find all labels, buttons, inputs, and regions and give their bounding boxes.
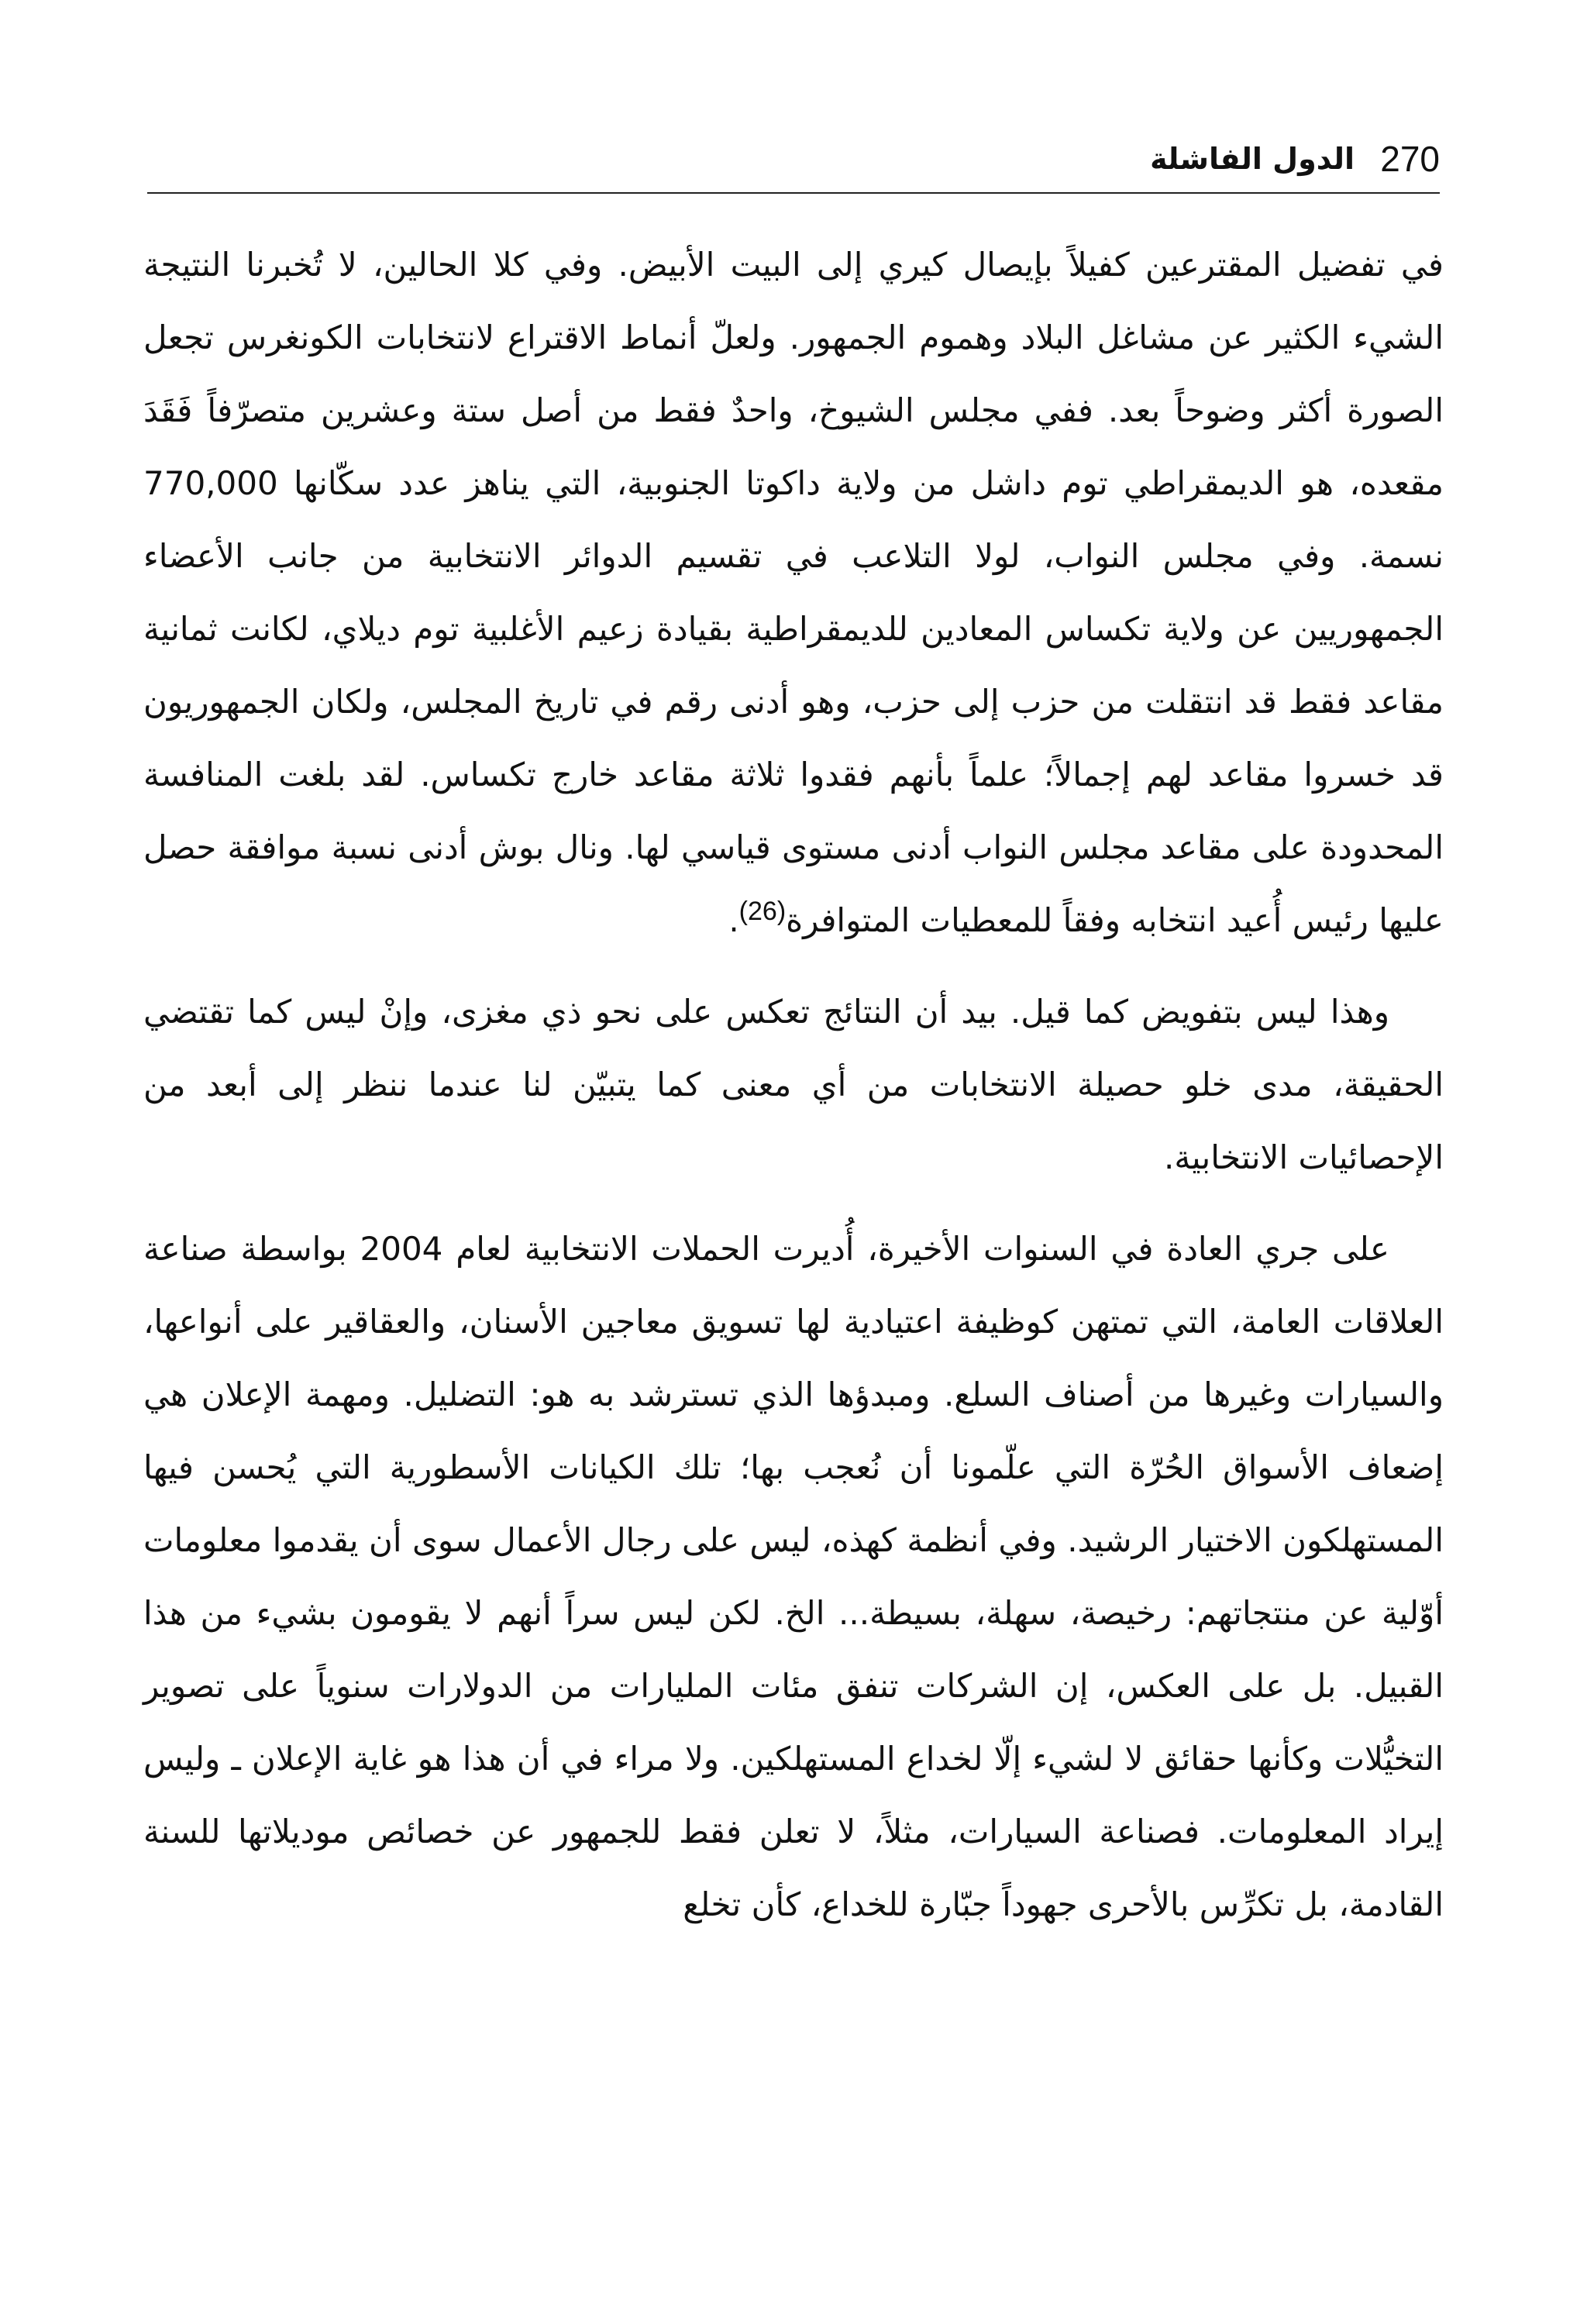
paragraph <box>143 976 1444 1194</box>
body-text <box>143 229 1444 1960</box>
page-number: 270 <box>1380 139 1440 179</box>
paragraph <box>143 229 1444 957</box>
paragraph-end: . <box>728 901 739 939</box>
paragraph-text: على جري العادة في السنوات الأخيرة، أُديرت الحملات الانتخابية لعام 2004 بواسطة صناعة العلاقات العامة، التي تمتهن كوظيفة اعتيادية لها تسويق معاجين الأسنان، والعقاقير على أنواعها، والسيارات وغيرها من أصناف السلع. ومبدؤها الذي تسترشد به هو: التضليل. ومهمة الإعلان هي إضعاف الأسواق الحُرّة التي علّمونا أن نُعجب بها؛ تلك الكيانات الأسطورية التي يُحسن فيها المستهلكون الاختيار الرشيد. وفي أنظمة كهذه، ليس على رجال الأعمال سوى أن يقدموا معلومات أوّلية عن منتجاتهم: رخيصة، سهلة، بسيطة... الخ. لكن ليس سراً أنهم لا يقومون بشيء من هذا القبيل. بل على العكس، إن الشركات تنفق مئات المليارات من الدولارات سنوياً على تصوير التخيُّلات وكأنها حقائق لا لشيء إلّا لخداع المستهلكين. ولا مراء في أن هذا هو غاية الإعلان ـ وليس إيراد المعلومات. فصناعة السيارات، مثلاً، لا تعلن فقط للجمهور عن خصائص موديلاتها للسنة القادمة، بل تكرِّس بالأحرى جهوداً جبّارة للخداع، كأن تخلع <box>143 1230 1444 1923</box>
page-header <box>147 132 1440 186</box>
paragraph-text: وهذا ليس بتفويض كما قيل. بيد أن النتائج تعكس على نحو ذي مغزى، وإنْ ليس كما تقتضي الحقيقة، مدى خلو حصيلة الانتخابات من أي معنى كما يتبيّن لنا عندما ننظر إلى أبعد من الإحصائيات الانتخابية. <box>143 993 1444 1176</box>
footnote-reference[interactable]: (26) <box>738 897 787 926</box>
paragraph <box>143 1213 1444 1941</box>
paragraph-text: في تفضيل المقترعين كفيلاً بإيصال كيري إلى البيت الأبيض. وفي كلا الحالين، لا تُخبرنا النتيجة الشيء الكثير عن مشاغل البلاد وهموم الجمهور. ولعلّ أنماط الاقتراع لانتخابات الكونغرس تجعل الصورة أكثر وضوحاً بعد. ففي مجلس الشيوخ، واحدٌ فقط من أصل ستة وعشرين متصرّفاً فَقَدَ مقعده، هو الديمقراطي توم داشل من ولاية داكوتا الجنوبية، التي يناهز عدد سكّانها 770,000 نسمة. وفي مجلس النواب، لولا التلاعب في تقسيم الدوائر الانتخابية من جانب الأعضاء الجمهوريين عن ولاية تكساس المعادين للديمقراطية بقيادة زعيم الأغلبية توم ديلاي، لكانت ثمانية مقاعد فقط قد انتقلت من حزب إلى حزب، وهو أدنى رقم في تاريخ المجلس، ولكان الجمهوريون قد خسروا مقاعد لهم إجمالاً؛ علماً بأنهم فقدوا ثلاثة مقاعد خارج تكساس. لقد بلغت المنافسة المحدودة على مقاعد مجلس النواب أدنى مستوى قياسي لها. ونال بوش أدنى نسبة موافقة حصل عليها رئيس أُعيد انتخابه وفقاً للمعطيات المتوافرة <box>143 246 1444 939</box>
header-divider <box>147 192 1440 194</box>
running-title: الدول الفاشلة <box>1150 142 1355 176</box>
